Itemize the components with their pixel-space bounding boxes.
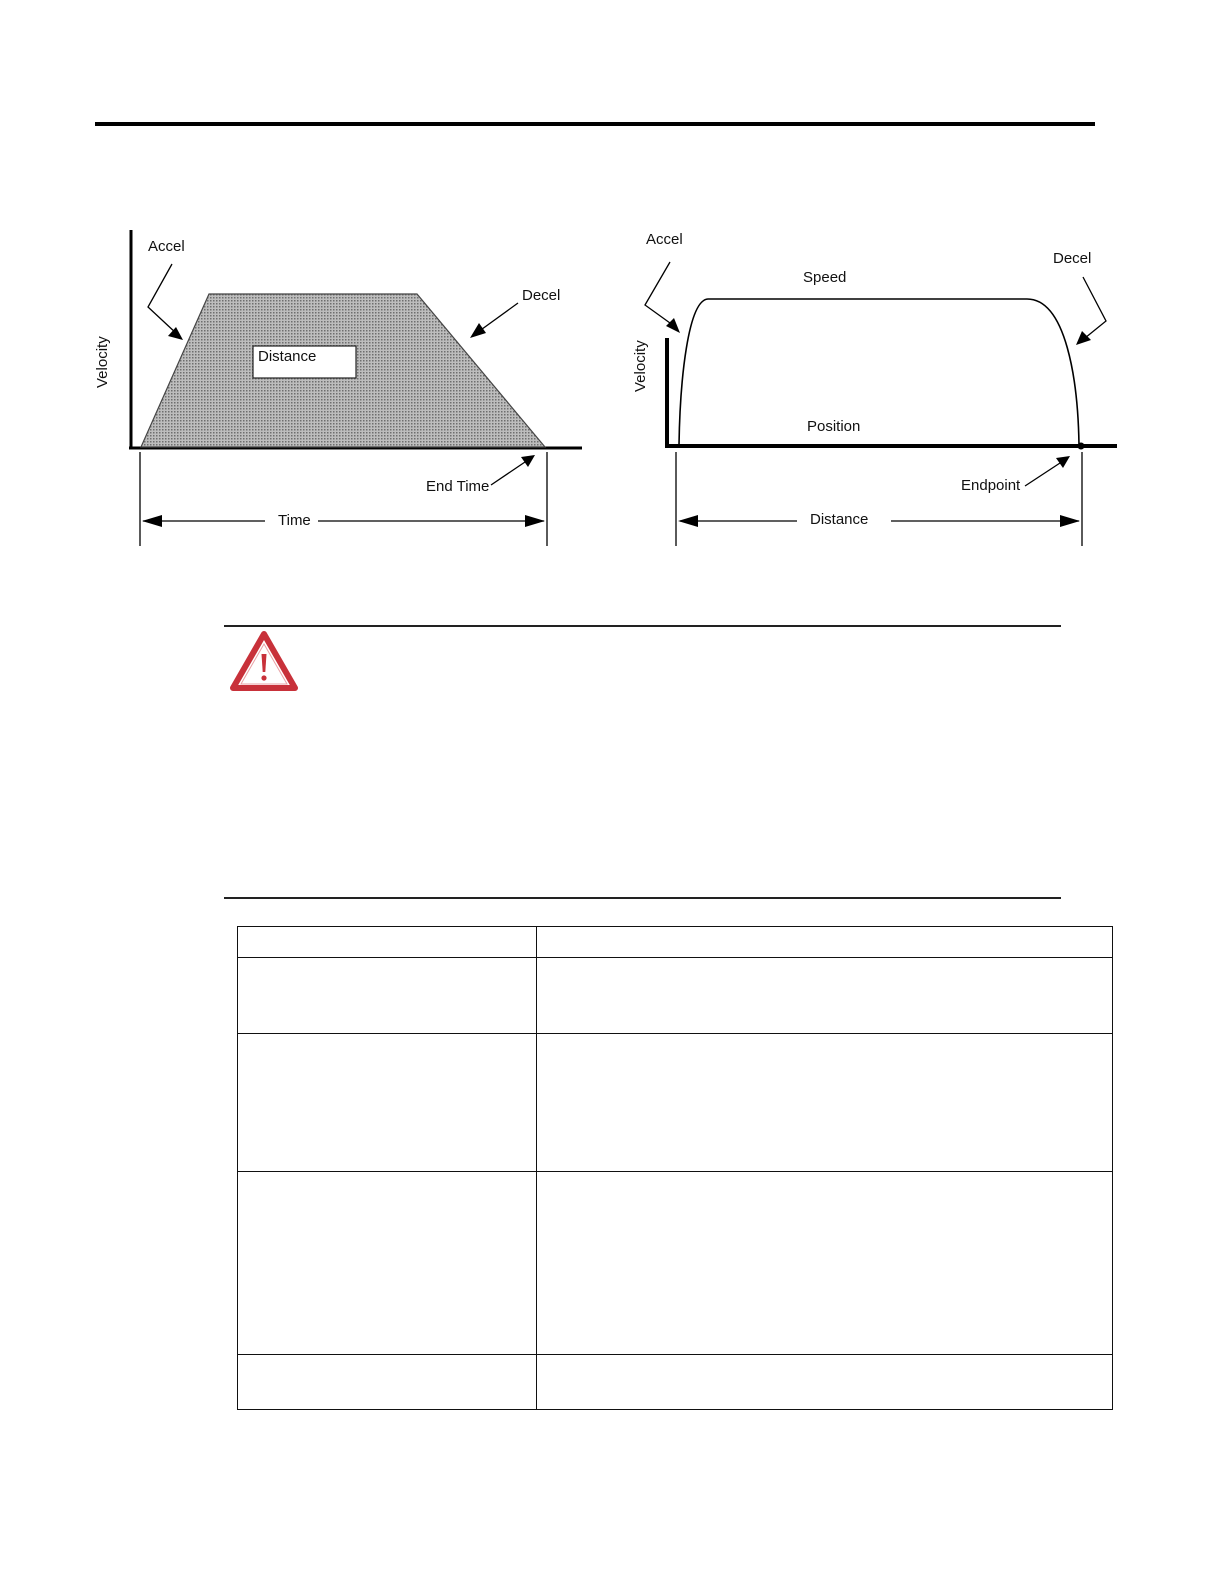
distance-label: Distance — [810, 511, 869, 528]
accel-arrow — [148, 264, 177, 334]
end-time-arrowhead — [521, 455, 535, 467]
speed-label: Speed — [803, 269, 847, 286]
velocity-curve — [679, 299, 1079, 445]
distance-arrowhead-left — [678, 515, 698, 527]
time-label: Time — [278, 512, 311, 529]
accel-label: Accel — [646, 231, 683, 248]
decel-label: Decel — [522, 287, 561, 304]
distance-arrowhead-right — [1060, 515, 1080, 527]
end-time-arrow — [491, 462, 525, 485]
table-cell — [238, 1172, 537, 1355]
endpoint-marker — [1078, 443, 1085, 450]
decel-arrow — [478, 303, 518, 332]
distance-label: Distance — [258, 348, 317, 365]
accel-arrowhead — [168, 327, 183, 340]
accel-label: Accel — [148, 238, 185, 255]
accel-arrowhead — [666, 318, 680, 333]
time-arrowhead-left — [142, 515, 162, 527]
endpoint-arrow — [1025, 463, 1060, 486]
table-cell — [238, 958, 537, 1034]
decel-label: Decel — [1053, 250, 1092, 267]
table-cell — [537, 1355, 1113, 1410]
decel-arrow — [1083, 277, 1106, 338]
warning-triangle-icon — [229, 630, 299, 692]
endpoint-label: Endpoint — [961, 477, 1021, 494]
table-row — [238, 1172, 1113, 1355]
table-cell — [238, 1034, 537, 1172]
table-cell — [238, 927, 537, 958]
table-row — [238, 1355, 1113, 1410]
table-cell — [537, 927, 1113, 958]
decel-arrowhead — [470, 323, 486, 338]
warning-top-rule — [224, 625, 1061, 627]
table-cell — [537, 1034, 1113, 1172]
table-cell — [537, 1172, 1113, 1355]
warning-bottom-rule — [224, 897, 1061, 899]
velocity-axis-label: Velocity — [94, 336, 111, 388]
endpoint-arrowhead — [1056, 456, 1070, 468]
velocity-axis-label: Velocity — [632, 340, 649, 392]
end-time-label: End Time — [426, 478, 490, 495]
table-cell — [537, 958, 1113, 1034]
time-arrowhead-right — [525, 515, 545, 527]
table-cell — [238, 1355, 537, 1410]
table-row — [238, 958, 1113, 1034]
position-velocity-diagram — [612, 0, 1224, 600]
position-label: Position — [807, 418, 861, 435]
parameter-table — [237, 926, 1113, 1410]
decel-arrowhead — [1076, 331, 1091, 345]
accel-arrow — [645, 262, 670, 323]
trapezoid-velocity-diagram — [0, 0, 612, 600]
table-row — [238, 1034, 1113, 1172]
table-header-row — [238, 927, 1113, 958]
